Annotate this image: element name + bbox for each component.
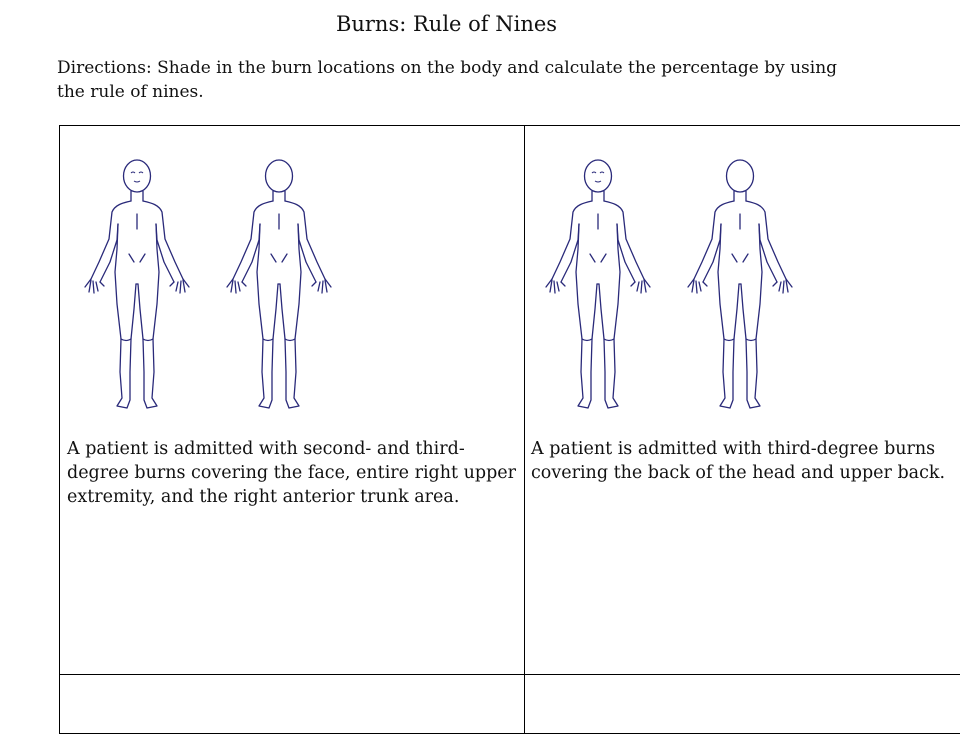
scenario-cell-1	[59, 125, 525, 675]
face-features	[592, 172, 604, 182]
scenario-2-text: A patient is admitted with third-degree burns covering the back of the head and upper back.	[531, 439, 946, 483]
body-diagram-front-back[interactable]	[65, 154, 355, 414]
directions-text: Directions: Shade in the burn locations on the body and calculate the percentage by using the rule of nines.	[57, 58, 838, 102]
worksheet-table	[59, 125, 960, 725]
body-diagram-front-back[interactable]	[530, 154, 820, 414]
scenario-cell-2	[524, 125, 960, 675]
scenario-1-text: A patient is admitted with second- and third-degree burns covering the face, entire right upper extremity, and the right anterior trunk area.	[67, 439, 517, 507]
face-features	[131, 172, 143, 182]
worksheet-title: Burns: Rule of Nines	[335, 12, 558, 36]
next-row-cell	[59, 674, 525, 734]
next-row-cell	[524, 674, 960, 734]
